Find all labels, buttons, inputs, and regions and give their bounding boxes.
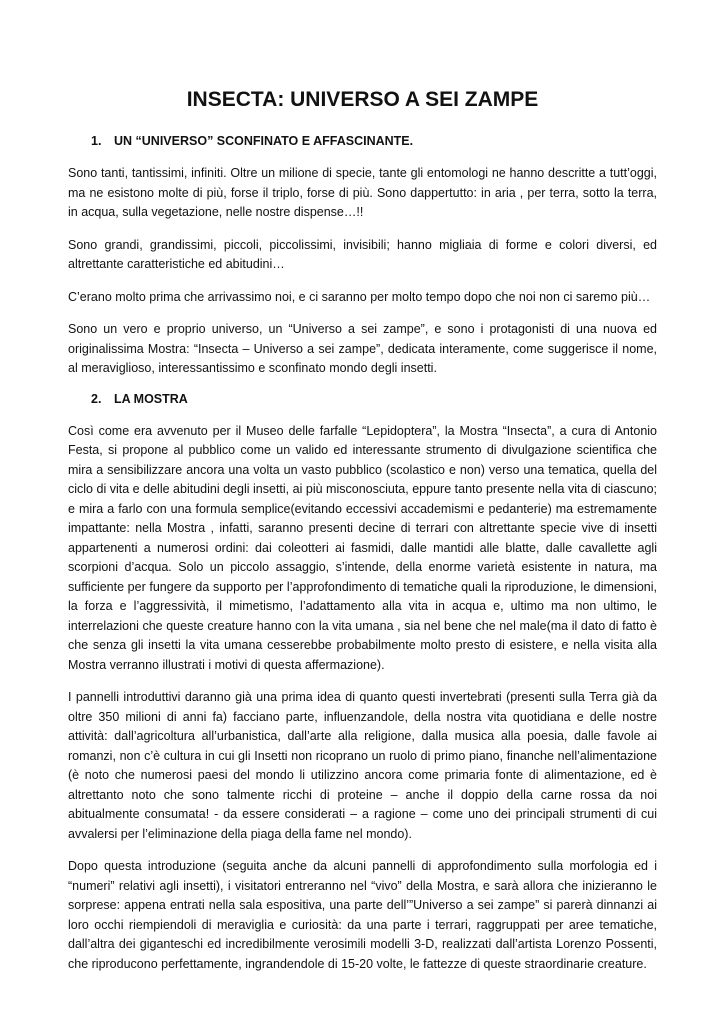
paragraph: Dopo questa introduzione (seguita anche da alcuni pannelli di approfondimento sulla morfologia ed i “numeri” relativi agli insetti), i visitatori entreranno nel “vivo” della Mostra, e sarà allora che inizieranno le sorprese: appena entrati nella sala espositiva, una parte dell’”Universo a sei zampe” si parerà dinnanzi ai loro occhi riempiendoli di meraviglia e curiosità: da una parte i terrari, raggruppati per aree tematiche, dall’altra dei giganteschi ed incredibilmente verosimili modelli 3-D, realizzati dall’artista Lorenzo Possenti, che riproducono perfettamente, ingrandendole di 15-20 volte, le fattezze di queste straordinarie creature. [68, 859, 657, 971]
paragraph: I pannelli introduttivi daranno già una prima idea di quanto questi invertebrati (presenti sulla Terra già da oltre 350 milioni di anni fa) facciano parte, influenzandole, della nostra vita quotidiana e delle nostre attività: dall’agricoltura all’urbanistica, dall’arte alla religione, dalla musica alla poesia, dalle favole ai romanzi, non c’è cultura in cui gli Insetti non ricoprano un ruolo di primo piano, finanche nell’alimentazione (è noto che numerosi paesi del mondo li utilizzino ancora come primaria fonte di alimentazione, ed è altrettanto noto che sono talmente ricchi di proteine – anche il doppio della carne rossa da noi abitualmente consumata! - da essere considerati – a ragione – come uno dei principali strumenti di cui avvalersi per l’eliminazione della piaga della fame nel mondo). [68, 690, 657, 841]
section-number: 2. [91, 391, 102, 406]
section-heading-text: UN “UNIVERSO” SCONFINATO E AFFASCINANTE. [114, 134, 414, 148]
section-heading-text: LA MOSTRA [114, 391, 188, 406]
paragraph: Sono grandi, grandissimi, piccoli, piccolissimi, invisibili; hanno migliaia di forme e colori diversi, ed altrettante caratteristiche ed abitudini… [68, 237, 657, 271]
section-heading-2 [68, 392, 657, 406]
document-title: INSECTA: UNIVERSO A SEI ZAMPE [186, 88, 539, 111]
paragraph: Sono un vero e proprio universo, un “Universo a sei zampe”, e sono i protagonisti di una nuova ed originalissima Mostra: “Insecta – Universo a sei zampe”, dedicata interamente, come suggerisce il nome, al meraviglioso, interessantissimo e sconfinato mondo degli insetti. [68, 322, 657, 375]
paragraph: Così come era avvenuto per il Museo delle farfalle “Lepidoptera”, la Mostra “Insecta”, a cura di Antonio Festa, si propone al pubblico come un valido ed interessante strumento di divulgazione scientifica che mira a sensibilizzare ancora una volta un vasto pubblico (scolastico e non) verso una tematica, quella del ciclo di vita e delle abitudini degli insetti, ai più misconosciuta, eppure tanto presente nella vita di ciascuno; e mira a farlo con una formula semplice(evitando eccessivi accademismi e pedanterie) ma estremamente impattante: nella Mostra , infatti, saranno presenti decine di terrari con altrettante specie vive di insetti appartenenti a numerosi ordini: dai coleotteri ai fasmidi, dalle mantidi alle blatte, dalle cavallette agli scorpioni d’acqua. Solo un piccolo assaggio, s’intende, della enorme varietà esistente in natura, ma sufficiente per fungere da supporto per l’approfondimento di tematiche quali la riproduzione, le dimensioni, la forza e l’aggressività, il mimetismo, l’adattamento alla vita in acqua e, ultimo ma non ultimo, le interrelazioni che queste creature hanno con la vita umana , sia nel bene che nel male(ma il dato di fatto è che senza gli insetti la vita umana cesserebbe probabilmente molto presto di esistere, e nella visita alla Mostra verranno illustrati i motivi di questa affermazione). [68, 423, 657, 672]
paragraph: C’erano molto prima che arrivassimo noi, e ci saranno per molto tempo dopo che noi non ci saremo più… [68, 289, 651, 304]
section-heading-1 [68, 134, 657, 148]
section-number: 1. [91, 134, 102, 148]
paragraph: Sono tanti, tantissimi, infiniti. Oltre un milione di specie, tante gli entomologi ne hanno descritte a tutt’oggi, ma ne esistono molte di più, forse il triplo, forse di più. Sono dappertutto: in aria , per terra, sotto la terra, in acqua, sulla vegetazione, nelle nostre dispense…!! [68, 166, 657, 219]
